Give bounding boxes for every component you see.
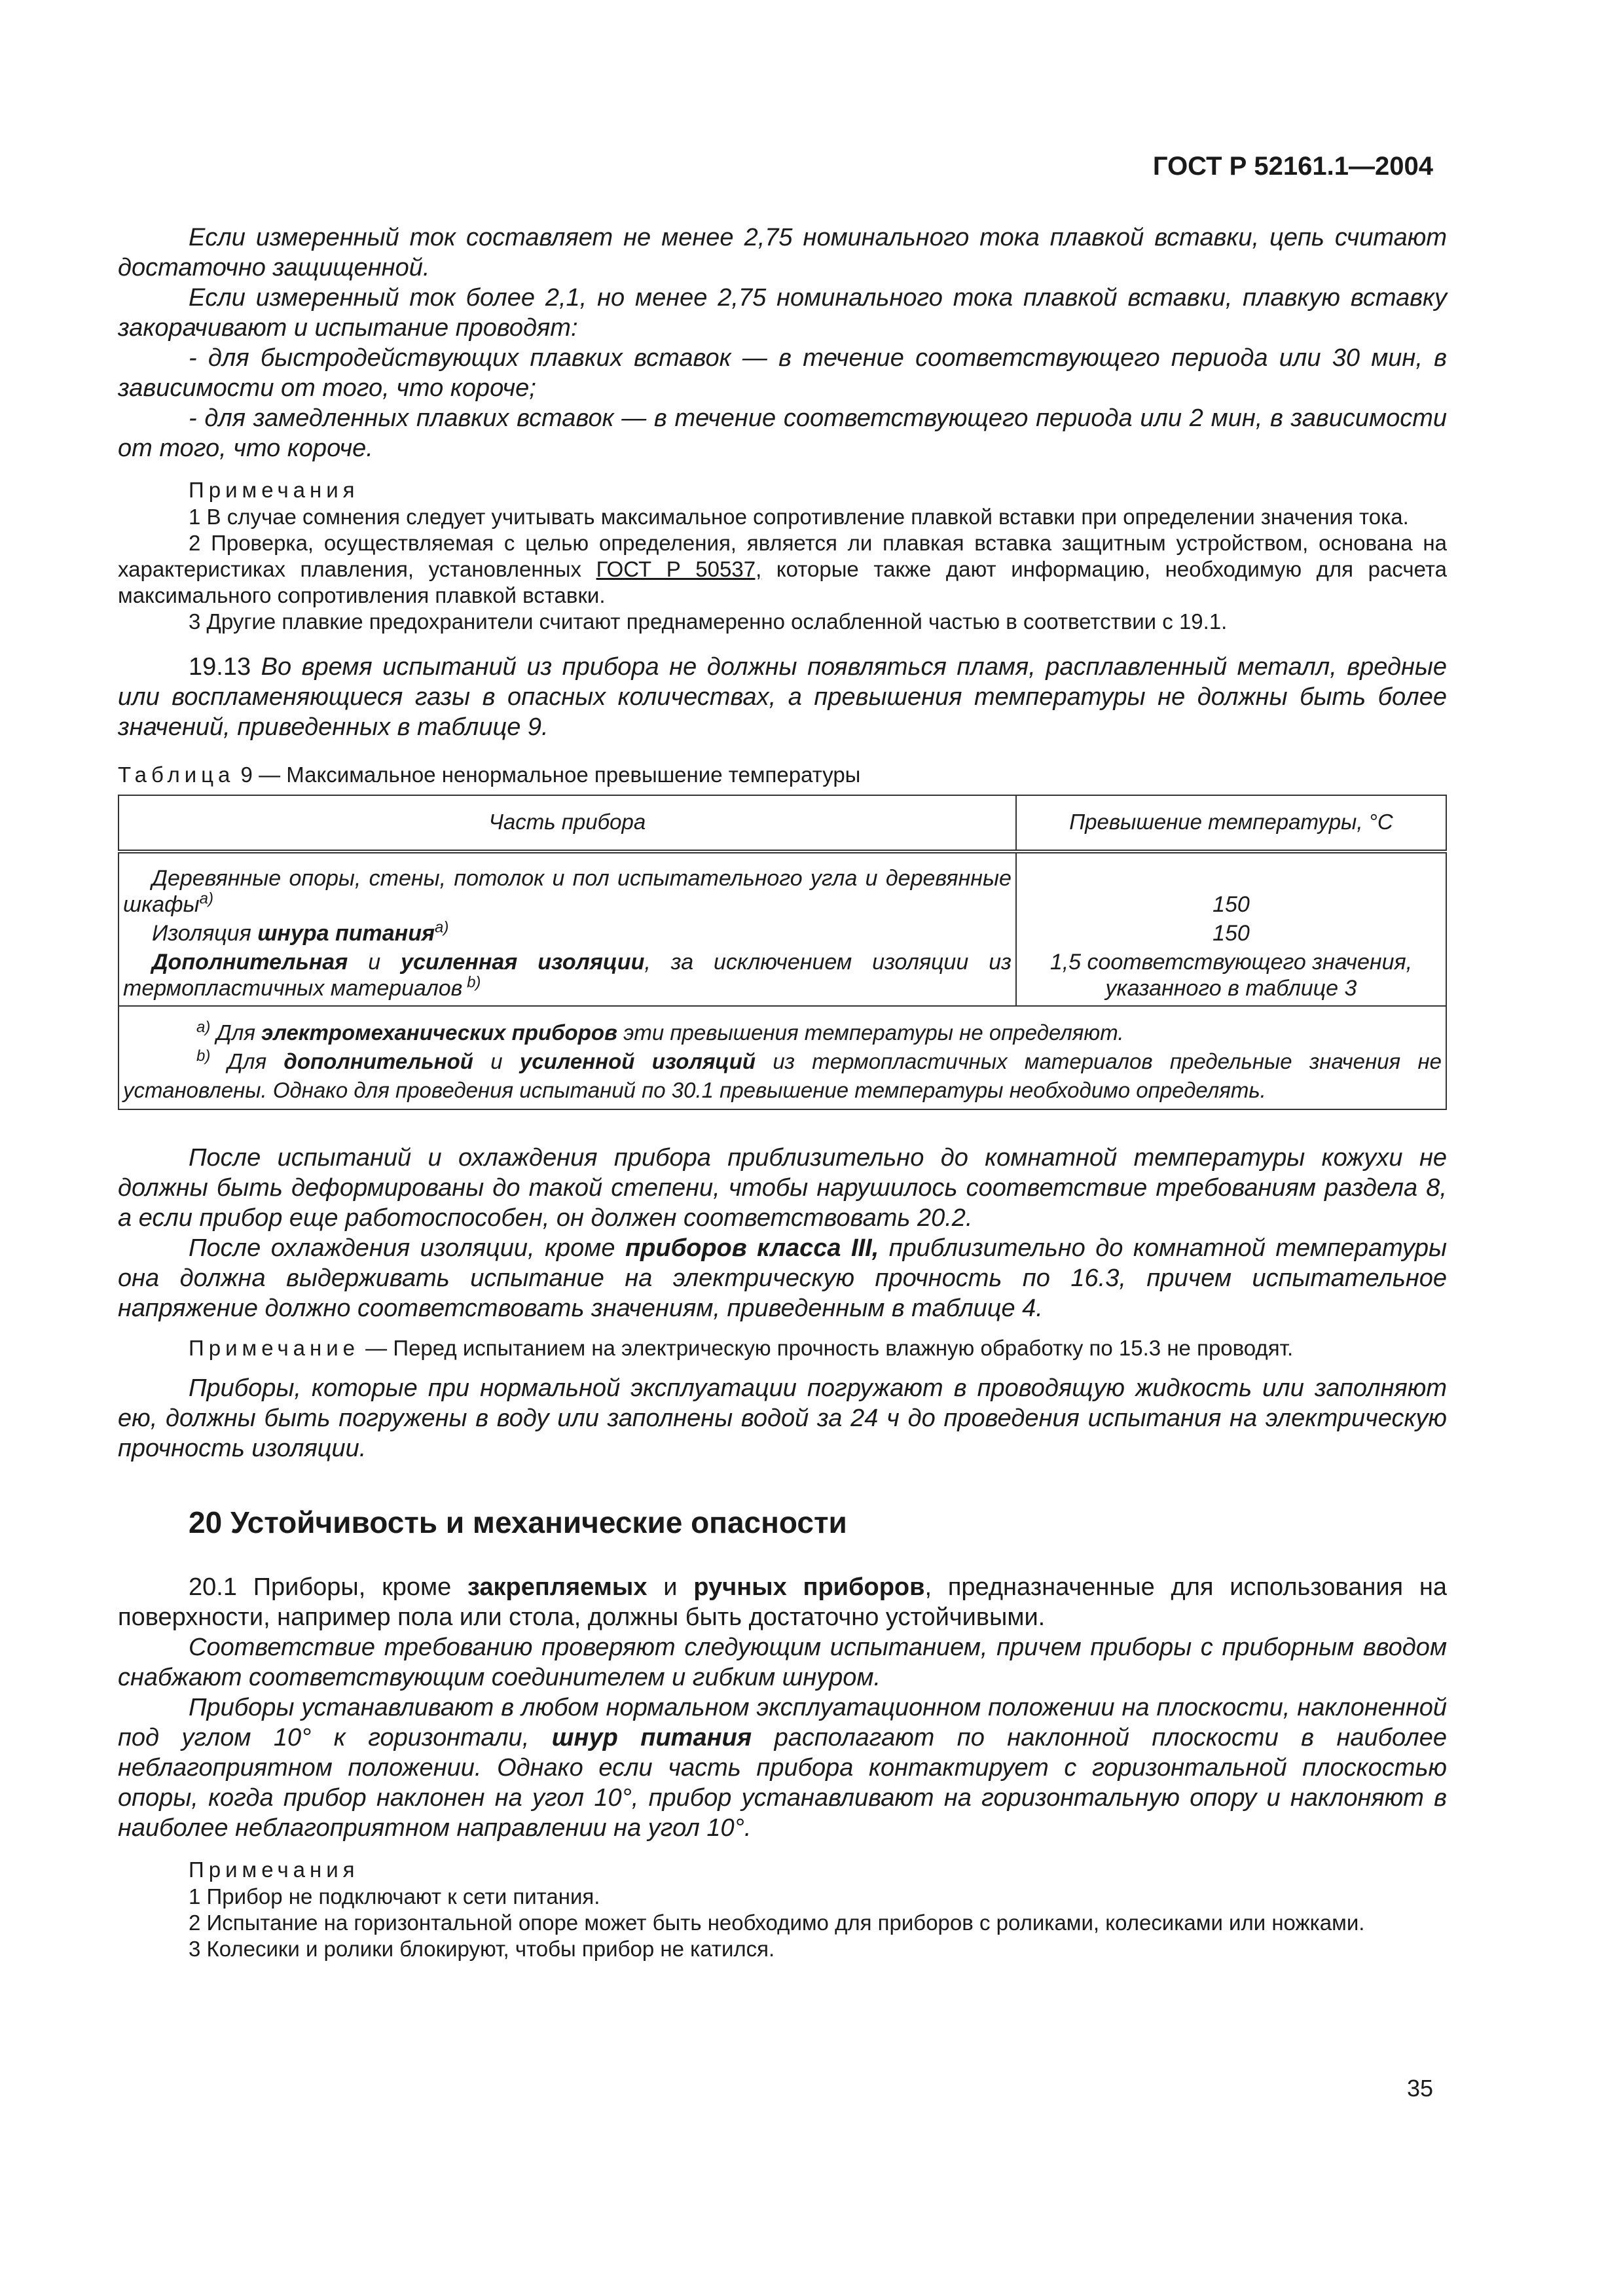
note-item: 2 Испытание на горизонтальной опоре может быть необходимо для приборов с роликами, колесиками или ножками. [189, 1910, 1365, 1935]
note-item: 1 В случае сомнения следует учитывать максимальное сопротивление плавкой вставки при определении значения тока. [189, 505, 1409, 529]
paragraph: После испытаний и охлаждения прибора приблизительно до комнатной температуры кожухи не должны быть деформированы до такой степени, чтобы нарушилось соответствие требованиям раздела 8, а если прибор еще работоспособен, он должен соответствовать 20.2. [118, 1144, 1447, 1232]
table-header-temperature: Превышение температуры, °С [1016, 795, 1446, 852]
table-header-part: Часть прибора [119, 795, 1016, 852]
table-footnotes [119, 1006, 1446, 1109]
section-heading: 20 Устойчивость и механические опасности [189, 1505, 847, 1539]
paragraph: Если измеренный ток более 2,1, но менее 2,75 номинального тока плавкой вставки, плавкую вставку закорачивают и испытание проводят: [118, 284, 1447, 342]
note-item: 3 Колесики и ролики блокируют, чтобы прибор не катился. [189, 1937, 775, 1961]
note-item: 3 Другие плавкие предохранители считают преднамеренно ослабленной частью в соответствии с 19.1. [189, 609, 1228, 634]
table-caption: Таблица 9 — Максимальное ненормальное превышение температуры [118, 762, 861, 787]
standard-reference-link[interactable]: ГОСТ Р 50537, [596, 557, 762, 581]
clause-19-13: 19.13 Во время испытаний из прибора не должны появляться пламя, расплавленный металл, вредные или воспламеняющиеся газы в опасных количествах, а превышения температуры не должны быть более значений, приведенных в таблице 9. [118, 653, 1447, 741]
table-9 [118, 795, 1447, 1110]
page-content [118, 223, 1447, 1962]
paragraph: - для замедленных плавких вставок — в течение соответствующего периода или 2 мин, в зависимости от того, что короче. [118, 404, 1447, 462]
table-row: Деревянные опоры, стены, потолок и пол испытательного угла и деревянные шкафы$^{a)}$ 150 [119, 852, 1446, 919]
clause-20-1: 20.1 Приборы, кроме закрепляемых и ручных приборов, предназначенные для использования на поверхности, например пола или стола, должны быть достаточно устойчивыми. [118, 1573, 1448, 1631]
notes-heading: Примечания [189, 1857, 359, 1882]
footnote-a: $^{a)}$ Для электромеханических приборов эти превышения температуры не определяют. [196, 1018, 1124, 1045]
paragraph: Приборы, которые при нормальной эксплуатации погружают в проводящую жидкость или заполняют ею, должны быть погружены в воду или заполнены водой за 24 ч до проведения испытания на электрическую прочность изоляции. [118, 1374, 1447, 1462]
table-row: Дополнительная и усиленная изоляции, за исключением изоляции из термопластичных материалов $^{b)}$ 1,5 соответствующего значения, указанного в таблице 3 [119, 948, 1446, 1006]
document-header-id: ГОСТ Р 52161.1—2004 [1152, 152, 1433, 181]
paragraph: Если измеренный ток составляет не менее 2,75 номинального тока плавкой вставки, цепь считают достаточно защищенной. [118, 224, 1447, 281]
notes-heading: Примечания [189, 478, 359, 502]
note-item: 2 Проверка, осуществляемая с целью определения, является ли плавкая вставка защитным устройством, основана на характеристиках плавления, установленных ГОСТ Р 50537, которые также дают информацию, необходимую для расчета максимального сопротивления плавкой вставки. [118, 531, 1447, 607]
note-single: Примечание — Перед испытанием на электрическую прочность влажную обработку по 15.3 не проводят. [189, 1336, 1294, 1360]
paragraph: После охлаждения изоляции, кроме приборов класса III, приблизительно до комнатной температуры она должна выдерживать испытание на электрическую прочность по 16.3, причем испытательное напряжение должно соответствовать значениям, приведенным в таблице 4. [118, 1234, 1447, 1322]
footnote-b: $^{b)}$ Для дополнительной и усиленной изоляций из термопластичных материалов предельные значения не установлены. Однако для проведения испытаний по 30.1 превышение температуры необходимо определять. [123, 1047, 1442, 1102]
paragraph: Приборы устанавливают в любом нормальном эксплуатационном положении на плоскости, наклоненной под углом 10° к горизонтали, шнур питания располагают по наклонной плоскости в наиболее неблагоприятном положении. Однако если часть прибора контактирует с горизонтальной плоскостью опоры, когда прибор наклонен на угол 10°, прибор устанавливают на горизонтальную опору и наклоняют в наиболее неблагоприятном направлении на угол 10°. [118, 1694, 1448, 1842]
page-number: 35 [1406, 2075, 1433, 2102]
paragraph: Соответствие требованию проверяют следующим испытанием, причем приборы с приборным вводом снабжают соответствующим соединителем и гибким шнуром. [118, 1634, 1447, 1691]
note-item: 1 Прибор не подключают к сети питания. [189, 1884, 600, 1909]
table-row: Изоляция шнура питания$^{a)}$ 150 [119, 919, 1446, 948]
paragraph: - для быстродействующих плавких вставок — в течение соответствующего периода или 30 мин, в зависимости от того, что короче; [118, 344, 1447, 402]
